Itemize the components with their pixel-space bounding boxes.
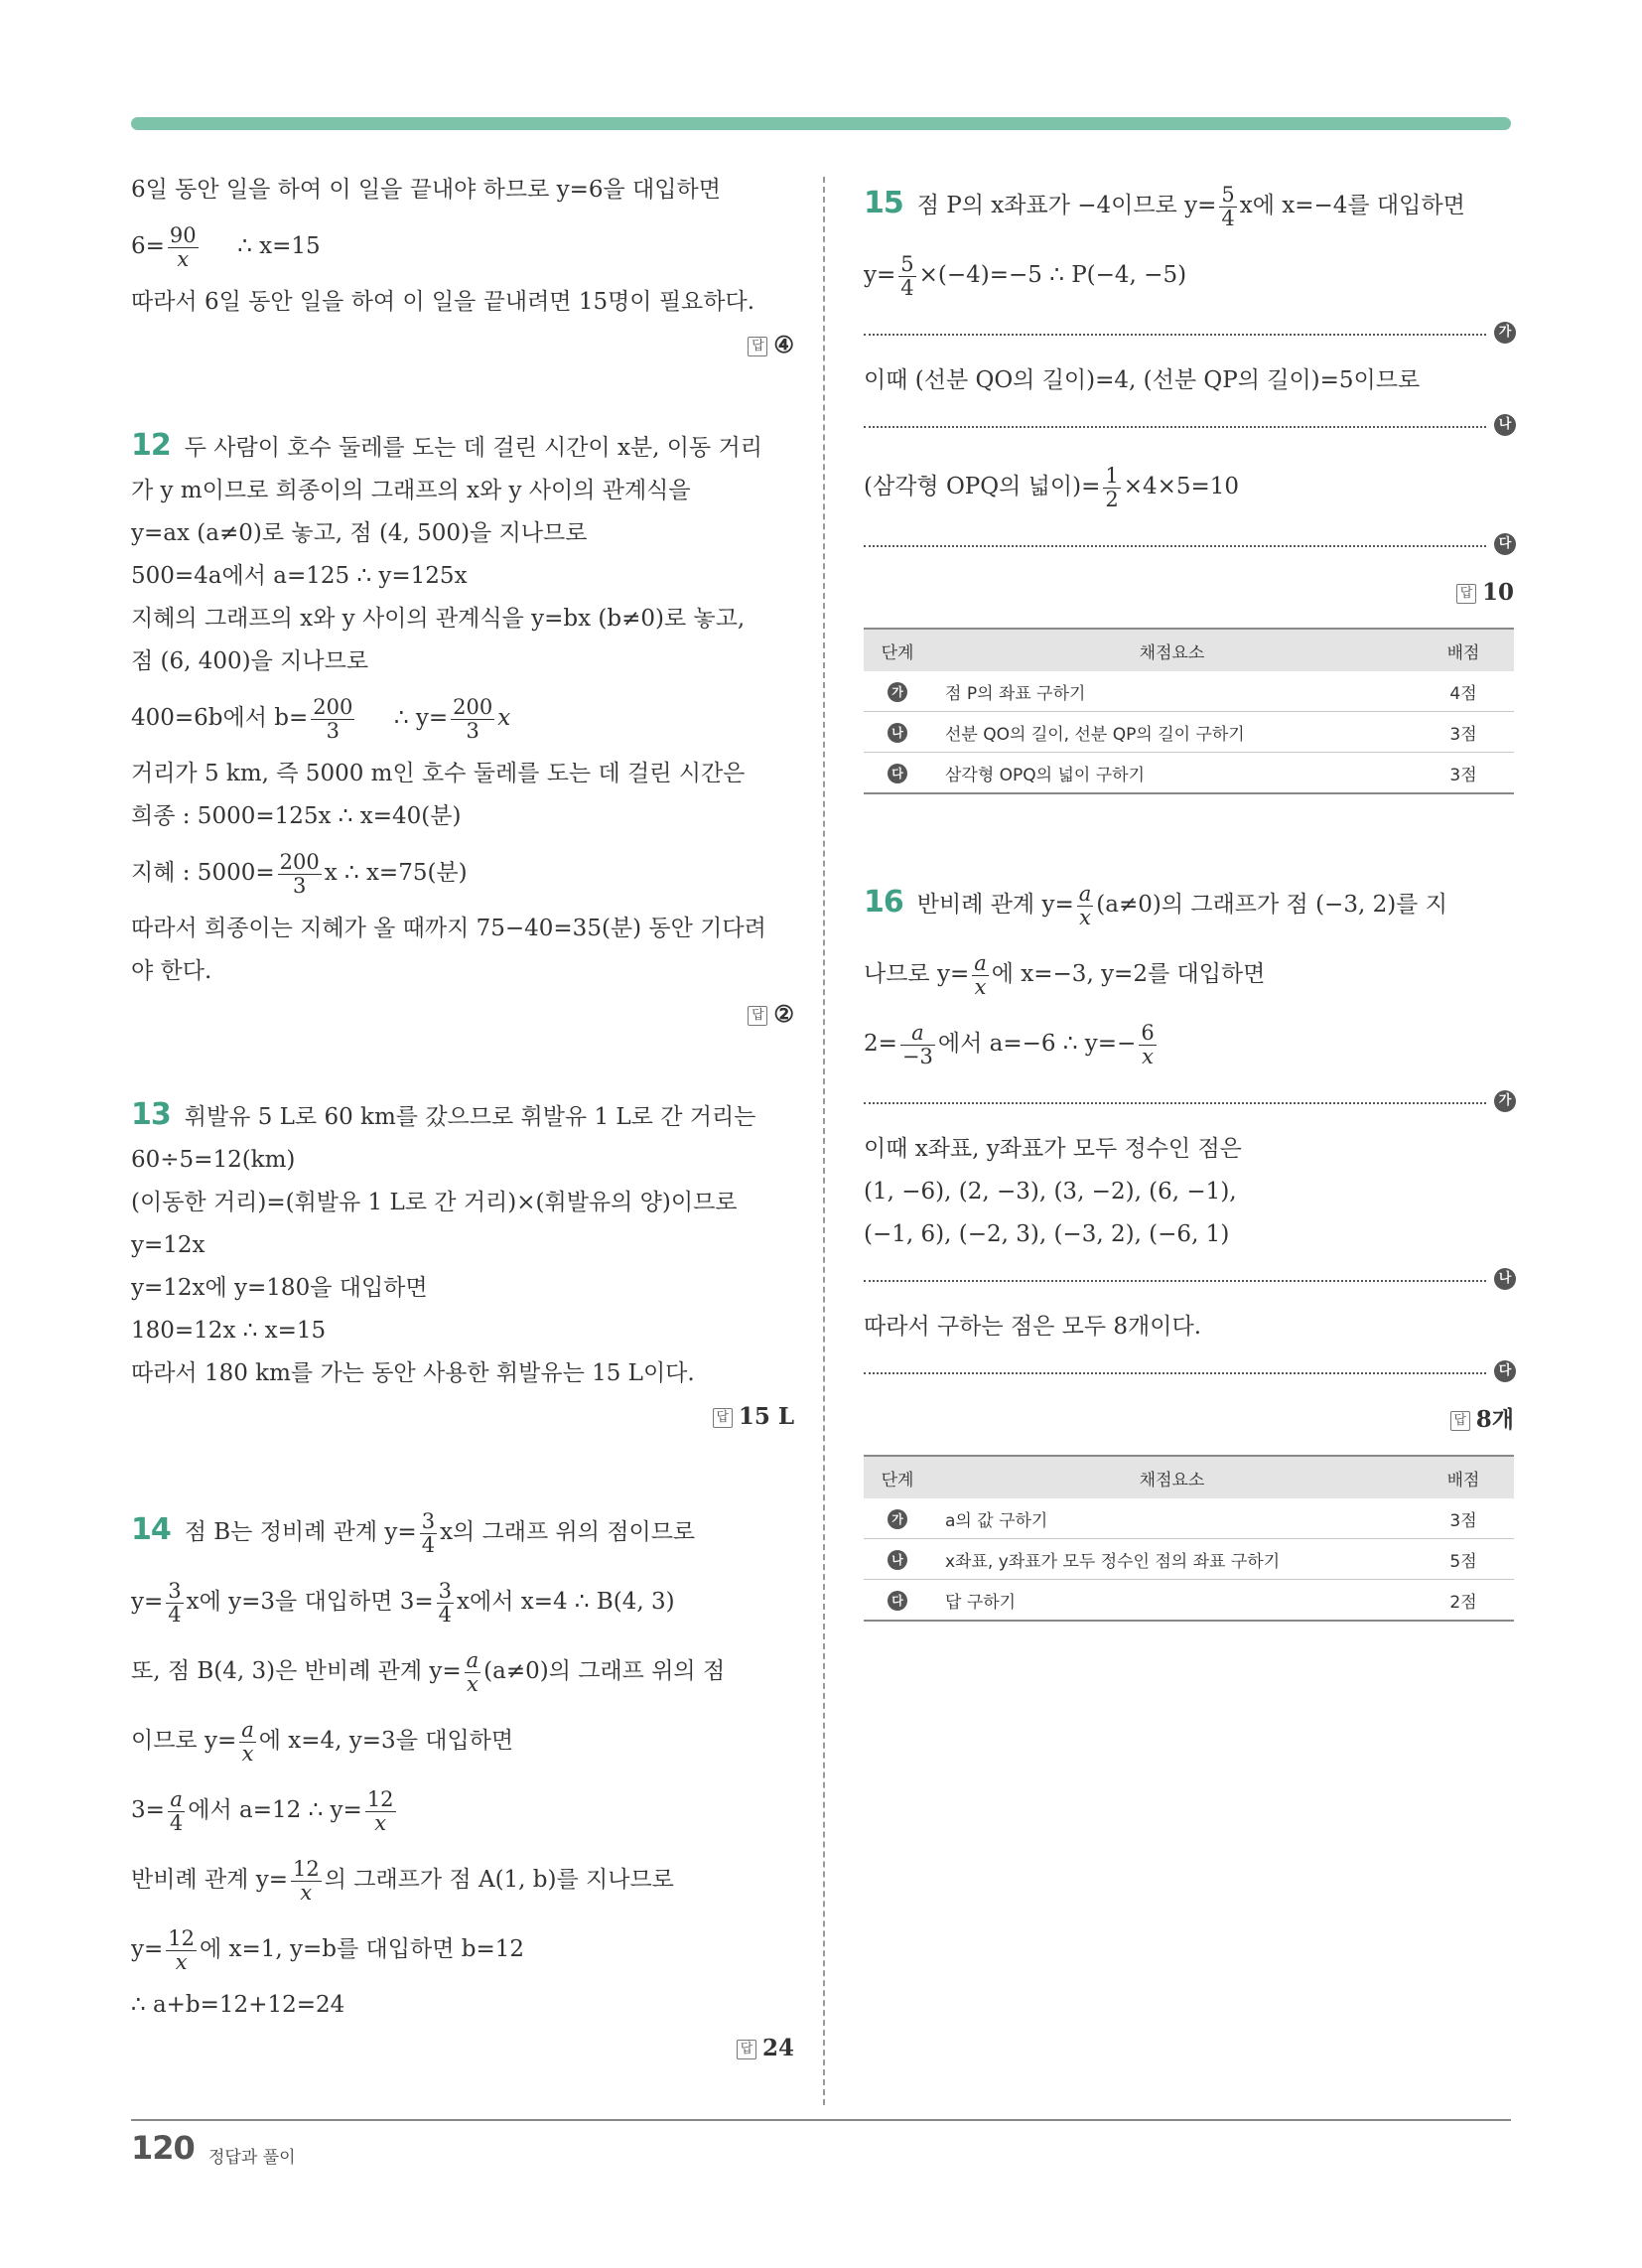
fraction: $\frac{1}{2}$ [1105, 464, 1119, 511]
cont-line: 따라서 6일 동안 일을 하여 이 일을 끝내려면 15명이 필요하다. [131, 289, 755, 315]
step-na-marker: 나 [1494, 414, 1516, 436]
fraction: $\frac{a}{x}$ [1078, 882, 1092, 929]
problem-12-line: 점 (6, 400)을 지나므로 [131, 648, 369, 674]
step-separator [864, 1084, 1512, 1108]
step-marker: 가 [888, 682, 907, 702]
fraction: $\frac{a}{-3}$ [901, 1021, 933, 1068]
problem-16-line: 2= $\frac{a}{-3}$ 에서 a=−6 ∴ y=− $\frac{6}{x}$ [864, 1021, 1155, 1068]
left-column [131, 169, 794, 2069]
problem-12-line: 따라서 희종이는 지혜가 올 때까지 75−40=35(분) 동안 기다려 [131, 916, 766, 941]
problem-12-line: 희종 : 5000=125x ∴ x=40(분) [131, 803, 462, 829]
table-row: 가 a의 값 구하기 3점 [864, 1498, 1514, 1539]
answer-box: 답 ② [131, 993, 794, 1036]
page-section-label: 정답과 풀이 [208, 2148, 296, 2168]
problem-13-line: (이동한 거리)=(휘발유 1 L로 간 거리)×(휘발유의 양)이므로 [131, 1190, 738, 1215]
step-marker: 나 [888, 1550, 907, 1570]
column-divider [823, 177, 825, 2105]
fraction: $\frac{a}{x}$ [241, 1718, 254, 1766]
problem-14-line: ∴ a+b=12+12=24 [131, 1992, 345, 2018]
fraction: $\frac{200}{3}$ [453, 695, 493, 743]
problem-13-line: y=12x [131, 1232, 205, 1258]
scoring-table-15 [864, 628, 1514, 794]
answer-box: 답 10 [864, 571, 1514, 614]
fraction: $\frac{200}{3}$ [313, 695, 353, 743]
problem-12-line: 야 한다. [131, 958, 212, 984]
problem-12-equation: 지혜 : 5000= $\frac{200}{3}$ x ∴ x=75(분) [131, 850, 468, 898]
right-column [864, 169, 1514, 1622]
problem-12-line: 거리가 5 km, 즉 5000 m인 호수 둘레를 도는 데 걸린 시간은 [131, 761, 746, 786]
problem-14-line: 반비례 관계 y= $\frac{12}{x}$ 의 그래프가 점 A(1, b)를 지나므로 [131, 1857, 674, 1905]
problem-16-line: (−1, 6), (−2, 3), (−3, 2), (−6, 1) [864, 1221, 1230, 1247]
scoring-table-16 [864, 1455, 1514, 1622]
step-da-marker: 다 [1494, 1360, 1516, 1382]
problem-13-line: 따라서 180 km를 가는 동안 사용한 휘발유는 15 L이다. [131, 1360, 695, 1386]
table-row: 다 삼각형 OPQ의 넓이 구하기 3점 [864, 753, 1514, 794]
step-ga-marker: 가 [1494, 1090, 1516, 1112]
fraction: $\frac{3}{4}$ [421, 1509, 436, 1557]
problem-13-line: 13 휘발유 5 L로 60 km를 갔으므로 휘발유 1 L로 간 거리는 [131, 1097, 756, 1132]
cont-line: 6일 동안 일을 하여 이 일을 끝내야 하므로 y=6을 대입하면 [131, 177, 721, 203]
answer-label-icon: 답 [748, 337, 767, 356]
answer-label-icon: 답 [737, 2040, 756, 2059]
step-ga-marker: 가 [1494, 322, 1516, 344]
answer-label-icon: 답 [748, 1006, 767, 1026]
step-na-marker: 나 [1494, 1268, 1516, 1290]
problem-15-line: 15 점 P의 x좌표가 −4이므로 y= $\frac{5}{4}$ x에 x=−4를 대입하면 [864, 183, 1465, 230]
problem-15-line: (삼각형 OPQ의 넓이)= $\frac{1}{2}$ ×4×5=10 [864, 464, 1240, 511]
problem-14-line: y= $\frac{3}{4}$ x에 y=3을 대입하면 3= $\frac{3}{4}$ x에서 x=4 ∴ B(4, 3) [131, 1579, 675, 1627]
step-separator [864, 408, 1512, 432]
problem-15-line: 이때 (선분 QO의 길이)=4, (선분 QP의 길이)=5이므로 [864, 367, 1421, 393]
fraction: $\frac{3}{4}$ [168, 1579, 182, 1627]
step-da-marker: 다 [1494, 533, 1516, 555]
answer-label-icon: 답 [1450, 1411, 1470, 1431]
step-marker: 가 [888, 1509, 907, 1529]
cont-equation: 6= $\frac{90}{x}$ ∴ x=15 [131, 223, 321, 271]
answer-box: 답 24 [131, 2027, 794, 2069]
problem-number: 15 [864, 186, 903, 220]
problem-16-line: 나므로 y= $\frac{a}{x}$ 에 x=−3, y=2를 대입하면 [864, 951, 1266, 999]
top-accent-bar [131, 117, 1511, 130]
table-row: 가 점 P의 좌표 구하기 4점 [864, 671, 1514, 712]
problem-12-line: y=ax (a≠0)로 놓고, 점 (4, 500)을 지나므로 [131, 520, 588, 546]
fraction: $\frac{12}{x}$ [366, 1787, 394, 1835]
problem-number: 12 [131, 428, 171, 463]
step-marker: 나 [888, 723, 907, 743]
table-row: 나 x좌표, y좌표가 모두 정수인 점의 좌표 구하기 5점 [864, 1539, 1514, 1580]
fraction: $\frac{a}{x}$ [466, 1648, 479, 1696]
problem-16-line: (1, −6), (2, −3), (3, −2), (6, −1), [864, 1179, 1237, 1205]
problem-12-line: 가 y m이므로 희종이의 그래프의 x와 y 사이의 관계식을 [131, 478, 691, 503]
problem-12-equation: 400=6b에서 b= $\frac{200}{3}$ ∴ y= $\frac{200}{3}$ x [131, 695, 511, 743]
step-separator [864, 316, 1512, 340]
answer-box: 답 ④ [131, 324, 794, 366]
problem-13-line: y=12x에 y=180을 대입하면 [131, 1275, 428, 1301]
step-separator [864, 1262, 1512, 1286]
problem-16-line: 이때 x좌표, y좌표가 모두 정수인 점은 [864, 1136, 1242, 1162]
step-separator [864, 527, 1512, 551]
problem-13-line: 180=12x ∴ x=15 [131, 1318, 327, 1344]
problem-15-line: y= $\frac{5}{4}$ ×(−4)=−5 ∴ P(−4, −5) [864, 252, 1187, 300]
fraction: $\frac{12}{x}$ [168, 1926, 195, 1974]
problem-12-line: 500=4a에서 a=125 ∴ y=125x [131, 563, 468, 589]
fraction: $\frac{90}{x}$ [169, 223, 197, 271]
answer-label-icon: 답 [713, 1408, 733, 1428]
step-marker: 다 [888, 1591, 907, 1611]
fraction: $\frac{6}{x}$ [1141, 1021, 1155, 1068]
problem-12-line: 12 두 사람이 호수 둘레를 도는 데 걸린 시간이 x분, 이동 거리 [131, 428, 762, 463]
problem-14-line: y= $\frac{12}{x}$ 에 x=1, y=b를 대입하면 b=12 [131, 1926, 524, 1974]
problem-number: 13 [131, 1097, 171, 1132]
footer-rule [131, 2119, 1511, 2121]
problem-16-line: 따라서 구하는 점은 모두 8개이다. [864, 1314, 1202, 1340]
step-marker: 다 [888, 764, 907, 783]
problem-16-line: 16 반비례 관계 y= $\frac{a}{x}$ (a≠0)의 그래프가 점 (−3, 2)를 지 [864, 882, 1447, 929]
table-header-row: 단계 채점요소 배점 [864, 1456, 1514, 1498]
answer-label-icon: 답 [1456, 584, 1476, 604]
fraction: $\frac{12}{x}$ [292, 1857, 320, 1905]
table-row: 다 답 구하기 2점 [864, 1580, 1514, 1622]
page-number: 120 [131, 2129, 195, 2167]
table-row: 나 선분 QO의 길이, 선분 QP의 길이 구하기 3점 [864, 712, 1514, 753]
problem-14-line: 또, 점 B(4, 3)은 반비례 관계 y= $\frac{a}{x}$ (a≠0)의 그래프 위의 점 [131, 1648, 726, 1696]
problem-12-line: 지혜의 그래프의 x와 y 사이의 관계식을 y=bx (b≠0)로 놓고, [131, 606, 746, 632]
answer-box: 답 8개 [864, 1398, 1514, 1441]
problem-number: 14 [131, 1512, 171, 1547]
fraction: $\frac{200}{3}$ [279, 850, 320, 898]
fraction: $\frac{5}{4}$ [900, 252, 914, 300]
step-separator [864, 1354, 1512, 1378]
fraction: $\frac{a}{x}$ [974, 951, 987, 999]
problem-14-line: 3= $\frac{a}{4}$ 에서 a=12 ∴ y= $\frac{12}{x}$ [131, 1787, 394, 1835]
problem-14-line: 14 점 B는 정비례 관계 y= $\frac{3}{4}$ x의 그래프 위의 점이므로 [131, 1509, 696, 1557]
answer-box: 답 15 L [131, 1395, 794, 1438]
fraction: $\frac{3}{4}$ [438, 1579, 453, 1627]
problem-13-line: 60÷5=12(km) [131, 1147, 296, 1173]
table-header-row: 단계 채점요소 배점 [864, 629, 1514, 671]
fraction: $\frac{a}{4}$ [169, 1787, 184, 1835]
fraction: $\frac{5}{4}$ [1221, 183, 1235, 230]
problem-number: 16 [864, 885, 903, 920]
problem-14-line: 이므로 y= $\frac{a}{x}$ 에 x=4, y=3을 대입하면 [131, 1718, 514, 1766]
